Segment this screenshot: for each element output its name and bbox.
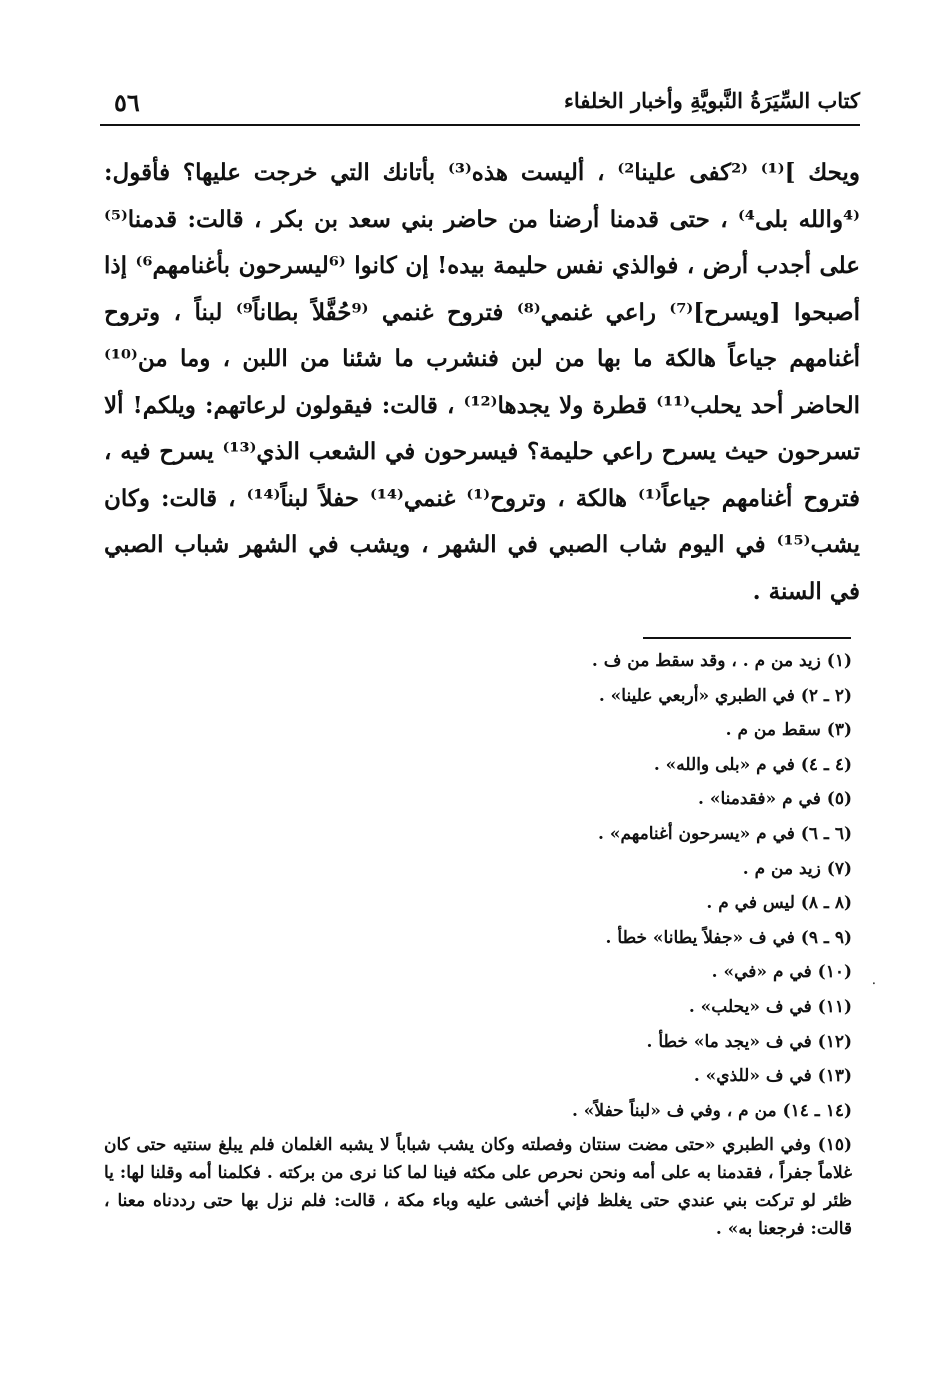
margin-mark: ⸱ [872, 976, 876, 992]
footnote-11: (١١) في ف «يحلب» . [688, 996, 852, 1017]
running-header-title: كتاب السِّيَرَةُ النَّبويَّةِ وأخبار الخلفاء [564, 88, 860, 113]
footnote-2: (٢ ـ ٢) في الطبري «أربعي علينا» . [598, 685, 852, 706]
footnote-separator [643, 637, 851, 639]
footnote-15: (١٥) وفي الطبري «حتى مضت سنتان وفصلته وكان يشب شباباً لا يشبه الغلمان فلم يبلغ سنتيه حتى كان غلاماً جفراً ، فقدمنا به على أمه ونحن نحرص على مكثه فينا لما كنا نرى من بركته . فكلمنا أمه وقلنا لها: يا ظئر لو تركت بني عندي حتى يغلظ فإني أخشى عليه وباء مكة ، قالت: فلم نزل بها حتى رددناه معنا ، قالت: فرجعنا به» . [104, 1135, 852, 1240]
footnote-13: (١٣) في ف «للذي» . [693, 1066, 852, 1087]
footnote-8: (٨ ـ ٨) ليس في م . [706, 893, 852, 914]
main-paragraph: ويحك ]⁽¹⁾ ⁽²كفى علينا²⁾ ، أليست هذه⁽³⁾ بأتانك التي خرجت عليها؟ فأقول: ⁽⁴والله بلى⁴⁾ ، حتى قدمنا أرضنا من حاضر بني سعد بن بكر ، قالت: قدمنا⁽⁵⁾ على أجدب أرض ، فوالذي نفس حليمة بيده! إن كانوا ⁽⁶ليسرحون بأغنامهم⁶⁾ إذا أصبحوا [ويسرح]⁽⁷⁾ راعي غنمي⁽⁸⁾ فتروح غنمي ⁽⁹حُفَّلاً بطاناً⁹⁾ لبناً ، وتروح أغنامهم جياعاً هالكة ما بها من لبن فنشرب ما شئنا من اللبن ، وما من⁽¹⁰⁾ الحاضر أحد يحلب⁽¹¹⁾ قطرة ولا يجدها⁽¹²⁾ ، قالت: فيقولون لرعاتهم: ويلكم! ألا تسرحون حيث يسرح راعي حليمة؟ فيسرحون في الشعب الذي⁽¹³⁾ يسرح فيه ، فتروح أغنامهم جياعاً⁽¹⁾ هالكة ، وتروح⁽¹⁾ غنمي⁽¹⁴⁾ حفلاً لبناً⁽¹⁴⁾ ، قالت: وكان يشب⁽¹⁵⁾ في اليوم شاب الصبي في الشهر ، ويشب في الشهر شباب الصبي في السنة . [104, 159, 861, 605]
footnote-12: (١٢) في ف «يجد ما» خطأ . [646, 1031, 852, 1052]
footnotes [104, 644, 852, 1243]
footnote-1: (١) زيد من م . ، وقد سقط من ف . [591, 651, 852, 671]
header-rule [100, 124, 860, 126]
footnote-9: (٩ ـ ٩) في ف «جفلاً يطانا» خطأ . [605, 927, 852, 948]
footnote-6: (٦ ـ ٦) في م «يسرحون أغنامهم» . [597, 823, 852, 844]
footnote-10: (١٠) في م «في» . [711, 962, 852, 983]
footnote-14: (١٤ ـ ١٤) من م ، وفي ف «لبناً حفلاً» . [571, 1100, 852, 1121]
page-number: ٥٦ [114, 88, 140, 117]
footnote-5: (٥) في م «فقدمنا» . [698, 789, 852, 810]
running-header [100, 88, 860, 124]
footnote-3: (٣) سقط من م . [725, 720, 852, 741]
footnote-4: (٤ ـ ٤) في م «بلى والله» . [653, 754, 852, 775]
footnote-7: (٧) زيد من م . [742, 858, 852, 879]
main-text [104, 150, 860, 615]
